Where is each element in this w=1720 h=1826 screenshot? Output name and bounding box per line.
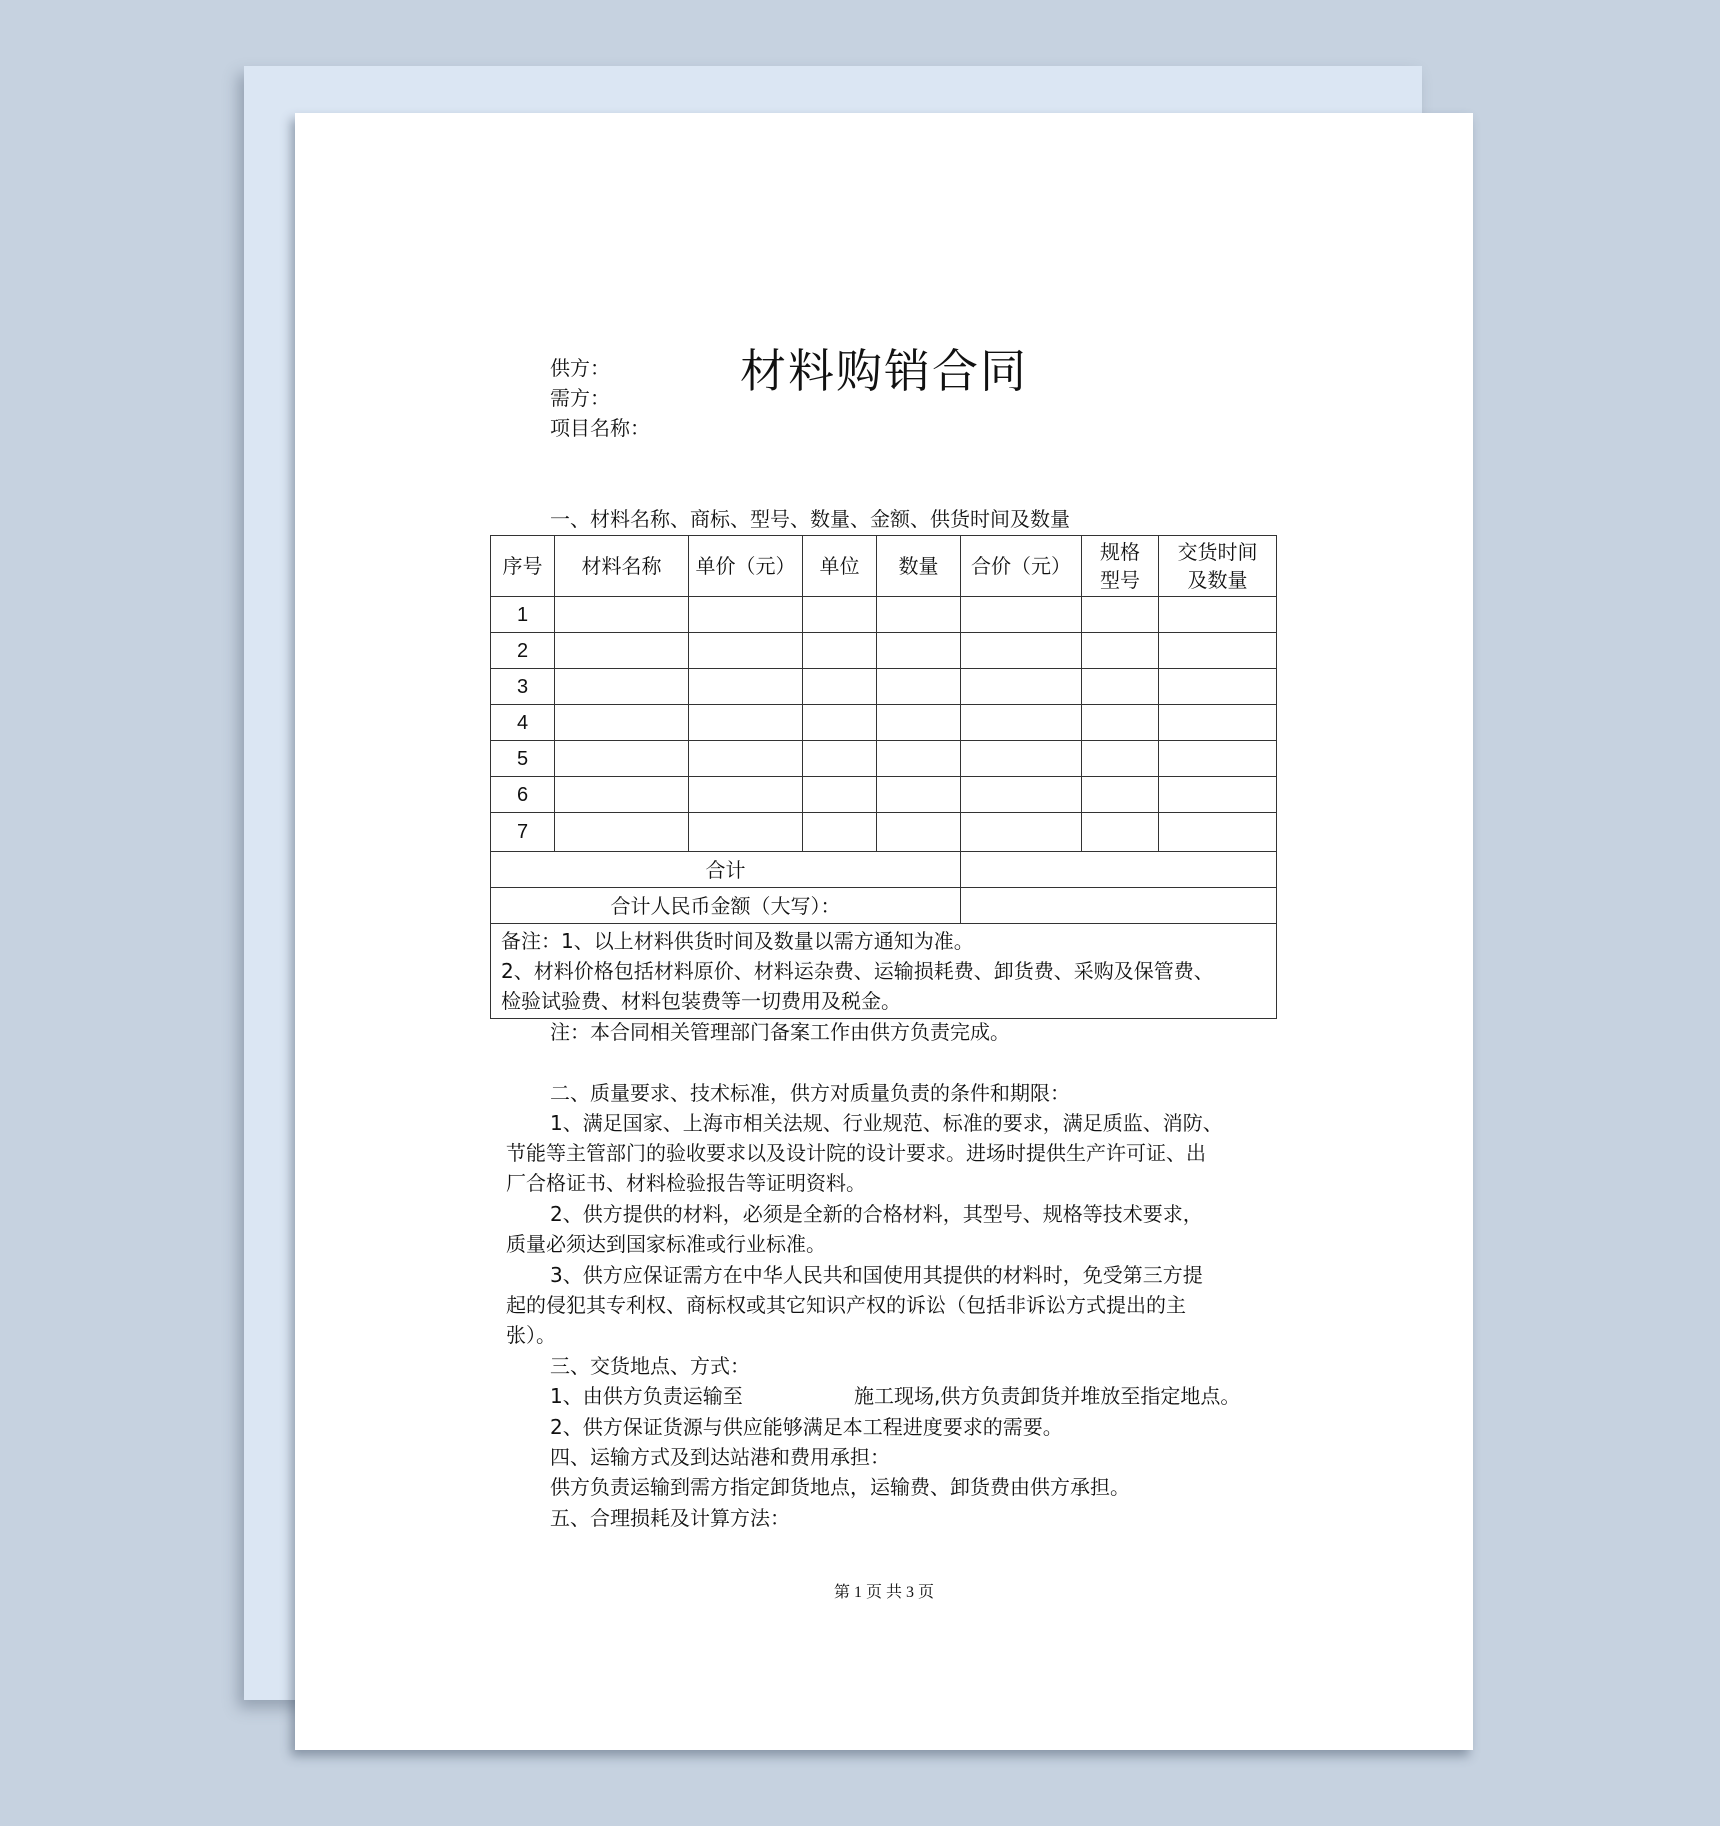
cell-delivery[interactable] <box>1159 741 1277 777</box>
s4-text: 供方负责运输到需方指定卸货地点，运输费、卸货费由供方承担。 <box>550 1475 1130 1499</box>
cell-spec[interactable] <box>1082 669 1159 705</box>
cell-unit-price[interactable] <box>689 705 803 741</box>
total-rmb-row <box>491 888 1277 924</box>
s2-para3-line2: 起的侵犯其专利权、商标权或其它知识产权的诉讼（包括非诉讼方式提出的主 <box>506 1293 1186 1317</box>
cell-quantity[interactable] <box>877 705 961 741</box>
row-seq: 2 <box>491 633 555 669</box>
cell-unit[interactable] <box>803 597 877 633</box>
row-seq: 5 <box>491 741 555 777</box>
table-header-row <box>491 536 1277 597</box>
note-line-1: 备注：1、以上材料供货时间及数量以需方通知为准。 <box>501 929 974 953</box>
cell-unit[interactable] <box>803 705 877 741</box>
row-seq: 3 <box>491 669 555 705</box>
header-unit: 单位 <box>803 536 877 597</box>
section-2-heading: 二、质量要求、技术标准，供方对质量负责的条件和期限： <box>550 1081 1070 1105</box>
total-row <box>491 852 1277 888</box>
total-rmb-value-cell[interactable] <box>961 888 1277 924</box>
cell-material-name[interactable] <box>555 705 689 741</box>
s3-item1-part-a: 1、由供方负责运输至 <box>550 1384 743 1408</box>
cell-unit-price[interactable] <box>689 741 803 777</box>
s2-para3-line1: 3、供方应保证需方在中华人民共和国使用其提供的材料时，免受第三方提 <box>550 1263 1203 1287</box>
section-1-heading: 一、材料名称、商标、型号、数量、金额、供货时间及数量 <box>550 507 1070 531</box>
cell-spec[interactable] <box>1082 777 1159 813</box>
cell-quantity[interactable] <box>877 669 961 705</box>
cell-spec[interactable] <box>1082 741 1159 777</box>
cell-spec[interactable] <box>1082 813 1159 852</box>
document-title: 材料购销合同 <box>740 344 1028 398</box>
cell-unit[interactable] <box>803 777 877 813</box>
cell-spec[interactable] <box>1082 705 1159 741</box>
document-page <box>295 113 1473 1750</box>
cell-material-name[interactable] <box>555 597 689 633</box>
cell-unit-price[interactable] <box>689 813 803 852</box>
s2-para1-line2: 节能等主管部门的验收要求以及设计院的设计要求。进场时提供生产许可证、出 <box>506 1141 1206 1165</box>
cell-unit[interactable] <box>803 669 877 705</box>
header-delivery-line1: 交货时间 <box>1177 540 1258 564</box>
s2-para3-line3: 张）。 <box>506 1323 556 1347</box>
notes-cell <box>491 924 1277 1019</box>
cell-spec[interactable] <box>1082 633 1159 669</box>
cell-spec[interactable] <box>1082 597 1159 633</box>
cell-unit-price[interactable] <box>689 669 803 705</box>
notes-row <box>491 924 1277 1019</box>
total-rmb-label: 合计人民币金额（大写）： <box>491 888 961 924</box>
header-spec-line2: 型号 <box>1100 568 1140 592</box>
header-material-name: 材料名称 <box>555 536 689 597</box>
table-row <box>491 705 1277 741</box>
table-row <box>491 633 1277 669</box>
table-row <box>491 777 1277 813</box>
materials-table <box>490 535 1277 1019</box>
s3-item1-part-b: 施工现场,供方负责卸货并堆放至指定地点。 <box>854 1384 1241 1408</box>
cell-total-price[interactable] <box>961 633 1082 669</box>
supplier-label: 供方： <box>550 356 610 380</box>
row-seq: 4 <box>491 705 555 741</box>
cell-delivery[interactable] <box>1159 669 1277 705</box>
cell-total-price[interactable] <box>961 741 1082 777</box>
cell-quantity[interactable] <box>877 597 961 633</box>
s2-para2-line2: 质量必须达到国家标准或行业标准。 <box>506 1232 826 1256</box>
note-line-2: 2、材料价格包括材料原价、材料运杂费、运输损耗费、卸货费、采购及保管费、 <box>501 959 1214 983</box>
section-3-heading: 三、交货地点、方式： <box>550 1354 750 1378</box>
total-label: 合计 <box>491 852 961 888</box>
header-delivery <box>1159 536 1277 597</box>
cell-unit[interactable] <box>803 633 877 669</box>
table-row <box>491 813 1277 852</box>
row-seq: 7 <box>491 813 555 852</box>
buyer-label: 需方： <box>550 386 610 410</box>
cell-material-name[interactable] <box>555 813 689 852</box>
s2-para1-line1: 1、满足国家、上海市相关法规、行业规范、标准的要求，满足质监、消防、 <box>550 1111 1223 1135</box>
table-row <box>491 669 1277 705</box>
cell-total-price[interactable] <box>961 705 1082 741</box>
section-4-heading: 四、运输方式及到达站港和费用承担： <box>550 1445 890 1469</box>
cell-delivery[interactable] <box>1159 597 1277 633</box>
cell-material-name[interactable] <box>555 633 689 669</box>
cell-total-price[interactable] <box>961 597 1082 633</box>
cell-delivery[interactable] <box>1159 813 1277 852</box>
table-row <box>491 741 1277 777</box>
note-line-3: 检验试验费、材料包装费等一切费用及税金。 <box>501 989 901 1013</box>
cell-total-price[interactable] <box>961 777 1082 813</box>
cell-unit-price[interactable] <box>689 633 803 669</box>
cell-quantity[interactable] <box>877 741 961 777</box>
section-5-heading: 五、合理损耗及计算方法： <box>550 1506 790 1530</box>
s3-item2: 2、供方保证货源与供应能够满足本工程进度要求的需要。 <box>550 1415 1063 1439</box>
cell-material-name[interactable] <box>555 669 689 705</box>
header-quantity: 数量 <box>877 536 961 597</box>
cell-unit-price[interactable] <box>689 597 803 633</box>
header-delivery-line2: 及数量 <box>1187 568 1248 592</box>
header-spec-line1: 规格 <box>1100 540 1140 564</box>
cell-unit[interactable] <box>803 813 877 852</box>
cell-quantity[interactable] <box>877 777 961 813</box>
cell-material-name[interactable] <box>555 741 689 777</box>
cell-unit[interactable] <box>803 741 877 777</box>
cell-delivery[interactable] <box>1159 633 1277 669</box>
cell-material-name[interactable] <box>555 777 689 813</box>
project-name-label: 项目名称： <box>550 416 650 440</box>
s2-para1-line3: 厂合格证书、材料检验报告等证明资料。 <box>506 1171 866 1195</box>
page-indicator: 第 1 页 共 3 页 <box>833 1584 934 1601</box>
header-spec <box>1082 536 1159 597</box>
cell-total-price[interactable] <box>961 669 1082 705</box>
row-seq: 1 <box>491 597 555 633</box>
s2-para2-line1: 2、供方提供的材料，必须是全新的合格材料，其型号、规格等技术要求， <box>550 1202 1203 1226</box>
cell-delivery[interactable] <box>1159 777 1277 813</box>
cell-quantity[interactable] <box>877 813 961 852</box>
cell-total-price[interactable] <box>961 813 1082 852</box>
header-total-price: 合价（元） <box>961 536 1082 597</box>
cell-delivery[interactable] <box>1159 705 1277 741</box>
cell-quantity[interactable] <box>877 633 961 669</box>
row-seq: 6 <box>491 777 555 813</box>
filing-note: 注：本合同相关管理部门备案工作由供方负责完成。 <box>550 1020 1010 1044</box>
table-row <box>491 597 1277 633</box>
cell-unit-price[interactable] <box>689 777 803 813</box>
header-unit-price: 单价（元） <box>689 536 803 597</box>
header-seq: 序号 <box>491 536 555 597</box>
total-value-cell[interactable] <box>961 852 1277 888</box>
